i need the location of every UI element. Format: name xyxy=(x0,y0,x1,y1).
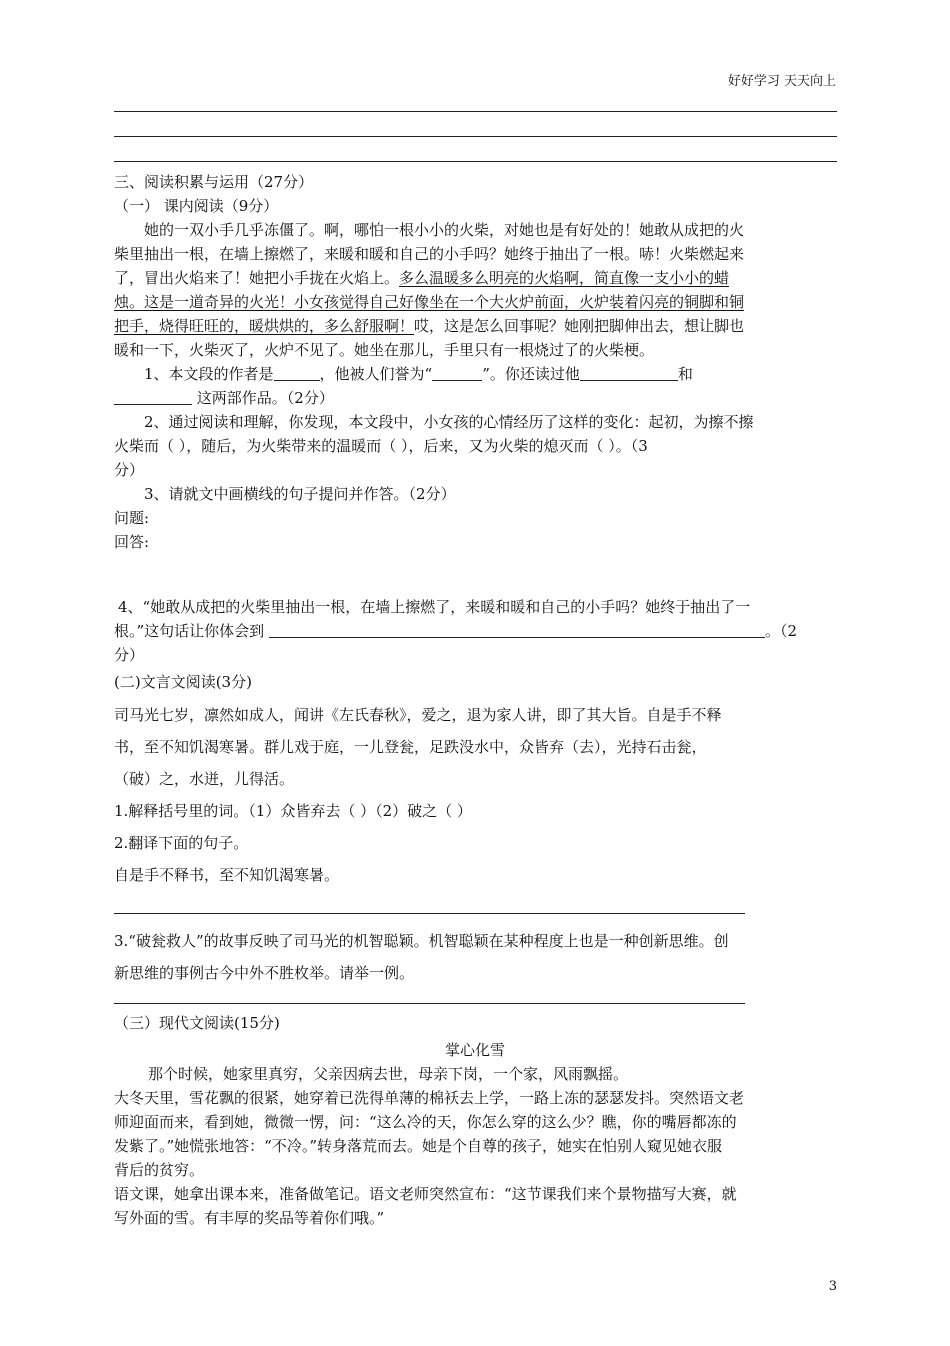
question-2: 2.翻译下面的句子。 xyxy=(114,834,249,852)
question-4: 4、“她敢从成把的火柴里抽出一根，在墙上擦燃了，来暖和暖和自己的小手吗？她终于抽出了一 xyxy=(118,598,751,616)
question-4-block xyxy=(114,595,837,667)
question-3-answer[interactable]: 回答: xyxy=(114,533,150,551)
translate-sentence: 自是手不释书，至不知饥渴寒暑。 xyxy=(114,866,340,884)
modern-passage xyxy=(114,1062,837,1230)
question-1: 1、本文段的作者是 ，他被人们誉为“ ”。你还读过他 和 xyxy=(144,365,693,383)
passage-line: 书，至不知饥渴寒暑。群儿戏于庭，一儿登瓮，足跌没水中，众皆弃（去），光持石击瓮， xyxy=(114,738,707,756)
passage-line: 她的一双小手几乎冻僵了。啊，哪怕一根小小的火柴，对她也是有好处的！她敢从成把的火 xyxy=(144,221,745,239)
answer-line[interactable] xyxy=(114,913,745,914)
part-two-title: (二)文言文阅读(3分) xyxy=(114,673,252,691)
question-1-cont: 这两部作品。（2分） xyxy=(114,386,837,410)
blank[interactable] xyxy=(580,364,678,381)
paragraph-line: 发紫了。”她慌张地答：“不冷。”转身落荒而去。她是个自尊的孩子，她实在怕别人窥见她衣服 xyxy=(114,1137,723,1155)
underlined-sentence: 多么温暖多么明亮的火焰啊，简直像一支小小的蜡 xyxy=(399,269,730,287)
question-3: 3、请就文中画横线的句子提问并作答。（2分） xyxy=(144,485,456,503)
underlined-sentence: 把手，烧得旺旺的，暖烘烘的，多么舒服啊！ xyxy=(114,317,415,335)
passage-line: 暖和一下，火柴灭了，火炉不见了。她坐在那儿，手里只有一根烧过了的火柴梗。 xyxy=(114,341,655,359)
paragraph-line: 师迎面而来，看到她，微微一愣，问：“这么冷的天，你怎么穿的这么少？瞧，你的嘴唇都冻的 xyxy=(114,1113,737,1131)
question-3-cont: 新思维的事例古今中外不胜枚举。请举一例。 xyxy=(114,964,415,982)
part-three xyxy=(114,1011,837,1035)
question-2-cont: 火柴而（ ），随后，为火柴带来的温暖而（ ），后来，又为火柴的熄灭而（ ）。（3 xyxy=(114,437,648,455)
passage-line: （破）之，水迸，儿得活。 xyxy=(114,770,295,788)
blank[interactable] xyxy=(269,621,765,638)
answer-line[interactable] xyxy=(114,1003,745,1004)
section-three xyxy=(114,170,837,554)
classical-passage xyxy=(114,699,837,891)
answer-line xyxy=(114,136,837,137)
page-header: 好好学习 天天向上 xyxy=(727,74,836,89)
passage-line: 柴里抽出一根，在墙上擦燃了，来暖和暖和自己的小手吗？她终于抽出了一根。哧！火柴燃起来 xyxy=(114,245,745,263)
paragraph-line: 背后的贫穷。 xyxy=(114,1161,205,1179)
question-3-block xyxy=(114,925,837,989)
article-title: 掌心化雪 xyxy=(444,1041,505,1059)
question-1: 1.解释括号里的词。（1）众皆弃去（ ）（2）破之（ ） xyxy=(114,802,472,820)
blank[interactable] xyxy=(114,388,192,405)
underlined-sentence: 烛。这是一道奇异的火光！小女孩觉得自己好像坐在一个大火炉前面，火炉装着闪亮的铜脚和铜 xyxy=(114,293,745,311)
paragraph-line: 那个时候，她家里真穷，父亲因病去世，母亲下岗，一个家，风雨飘摇。 xyxy=(148,1065,629,1083)
passage-line: 把手，烧得旺旺的，暖烘烘的，多么舒服啊！哎，这是怎么回事呢？她刚把脚伸出去，想让脚也 xyxy=(114,317,745,335)
page-number: 3 xyxy=(828,1279,837,1294)
part-three-title: （三）现代文阅读(15分) xyxy=(114,1014,280,1032)
question-2: 2、通过阅读和理解，你发现，本文段中，小女孩的心情经历了这样的变化：起初，为擦不擦 xyxy=(144,413,754,431)
question-3-question[interactable]: 问题: xyxy=(114,509,150,527)
passage-line: 司马光七岁，凛然如成人，闻讲《左氏春秋》，爱之，退为家人讲，即了其大旨。自是手不释 xyxy=(114,706,722,724)
part-one-title: （一） 课内阅读（9分） xyxy=(114,197,279,215)
part-two xyxy=(114,670,837,694)
blank[interactable] xyxy=(274,364,320,381)
passage-line: 了，冒出火焰来了！她把小手拢在火焰上。多么温暖多么明亮的火焰啊，简直像一支小小的蜡 xyxy=(114,269,730,287)
question-2-cont: 分） xyxy=(114,461,145,479)
passage-line xyxy=(114,290,837,314)
answer-line xyxy=(114,111,837,112)
question-4-cont: 分） xyxy=(114,646,145,664)
paragraph-line: 语文课，她拿出课本来，准备做笔记。语文老师突然宣布：“这节课我们来个景物描写大赛，就 xyxy=(114,1185,737,1203)
question-3: 3.“破瓮救人”的故事反映了司马光的机智聪颖。机智聪颖在某种程度上也是一种创新思维。创 xyxy=(114,932,729,950)
answer-line xyxy=(114,161,837,162)
section-title: 三、阅读积累与运用（27分） xyxy=(114,173,314,191)
blank[interactable] xyxy=(432,364,482,381)
paragraph-line: 写外面的雪。有丰厚的奖品等着你们哦。” xyxy=(114,1209,385,1227)
question-4-cont: 根。”这句话让你体会到 。（2 xyxy=(114,622,797,640)
paragraph-line: 大冬天里，雪花飘的很紧，她穿着已洗得单薄的棉袄去上学，一路上冻的瑟瑟发抖。突然语文老 xyxy=(114,1089,745,1107)
